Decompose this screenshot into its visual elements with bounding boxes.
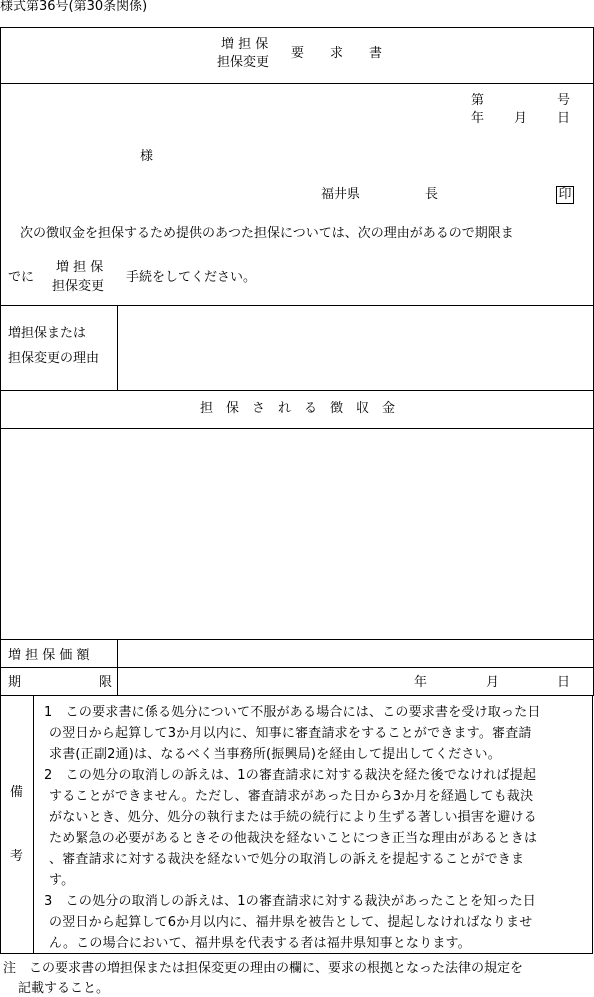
remarks-line: 1 この要求書に係る処分について不服がある場合には、この要求書を受け取った日 [44,705,541,720]
remarks-label-divider [33,695,34,954]
issuer-prefecture: 福井県 [321,187,361,202]
seal-mark: 印 [556,186,574,204]
header-section-divider [0,305,594,306]
reason-row-divider [0,390,594,391]
footnote-line-1: 注 この要求書の増担保または担保変更の理由の欄に、要求の根拠となった法律の規定を [3,961,524,976]
remarks-line: の翌日から起算して6か月以内に、福井県を被告として、提起しなければなりませ [49,915,533,930]
deadline-label-right: 限 [99,675,113,690]
addressee-suffix: 様 [140,149,154,164]
remarks-line: ため緊急の必要があるときその他裁決を経ないことにつき正当な理由があるときは [49,831,538,846]
collected-area-divider [0,639,594,640]
collected-section-title: 担 保 さ れ る 徴 収 金 [200,401,396,416]
remarks-line: ん。この場合において、福井県を代表する者は福井県知事となります。 [49,936,471,951]
form-number: 様式第36号(第30条関係) [0,0,148,14]
body-option-1: 増 担 保 [56,260,104,275]
collected-title-divider [0,428,594,429]
reason-label-line-2: 担保変更の理由 [8,351,100,366]
body-option-2: 担保変更 [52,279,105,294]
additional-value-row-divider [0,667,594,668]
remarks-line: の翌日から起算して3か月以内に、知事に審査請求をすることができます。審査請 [49,726,532,741]
remarks-line: することができません。ただし、審査請求があった日から3か月を経過しても裁決 [49,789,534,804]
date-day-label: 日 [557,111,571,126]
date-year-label: 年 [471,111,485,126]
page-title: 要 求 書 [291,46,383,61]
remarks-line: 求書(正副2通)は、なるべく当事務所(振興局)を経由して提出してください。 [49,747,501,762]
remarks-line: す。 [49,873,75,888]
remarks-line: がないとき、処分、処分の執行または手続の続行により生ずる著しい損害を避ける [49,810,537,825]
number-label-left: 第 [471,93,485,108]
table-top-border [0,27,594,28]
remarks-label-top: 備 [10,785,24,800]
deadline-label-left: 期 [8,675,22,690]
remarks-line: 、審査請求に対する裁決を経ないで処分の取消しの訴えを提起することができま [49,852,525,867]
title-option-2: 担保変更 [217,55,270,70]
additional-value-label: 増 担 保 価 額 [8,648,90,663]
remarks-line: 2 この処分の取消しの訴えは、1の審査請求に対する裁決を経た後でなければ提起 [44,768,537,783]
body-text-line-2-suffix: 手続をしてください。 [126,270,257,285]
body-text-line-1: 次の徴収金を担保するため提供のあつた担保については、次の理由があるので期限ま [20,226,514,241]
table-left-border [0,27,1,695]
deadline-year-label: 年 [414,675,428,690]
number-label-right: 号 [557,93,571,108]
remarks-label-bottom: 考 [10,849,24,864]
title-divider [0,83,594,84]
reason-label-divider [117,305,118,390]
footnote-line-2: 記載すること。 [18,981,110,996]
remarks-line: 3 この処分の取消しの訴えは、1の審査請求に対する裁決があったことを知った日 [44,894,537,909]
deadline-month-label: 月 [486,675,500,690]
deadline-day-label: 日 [557,675,571,690]
date-month-label: 月 [514,111,528,126]
reason-label-line-1: 増担保または [8,326,87,341]
title-option-1: 増 担 保 [221,37,269,52]
issuer-title: 長 [425,187,439,202]
body-text-line-2-prefix: でに [8,270,35,285]
